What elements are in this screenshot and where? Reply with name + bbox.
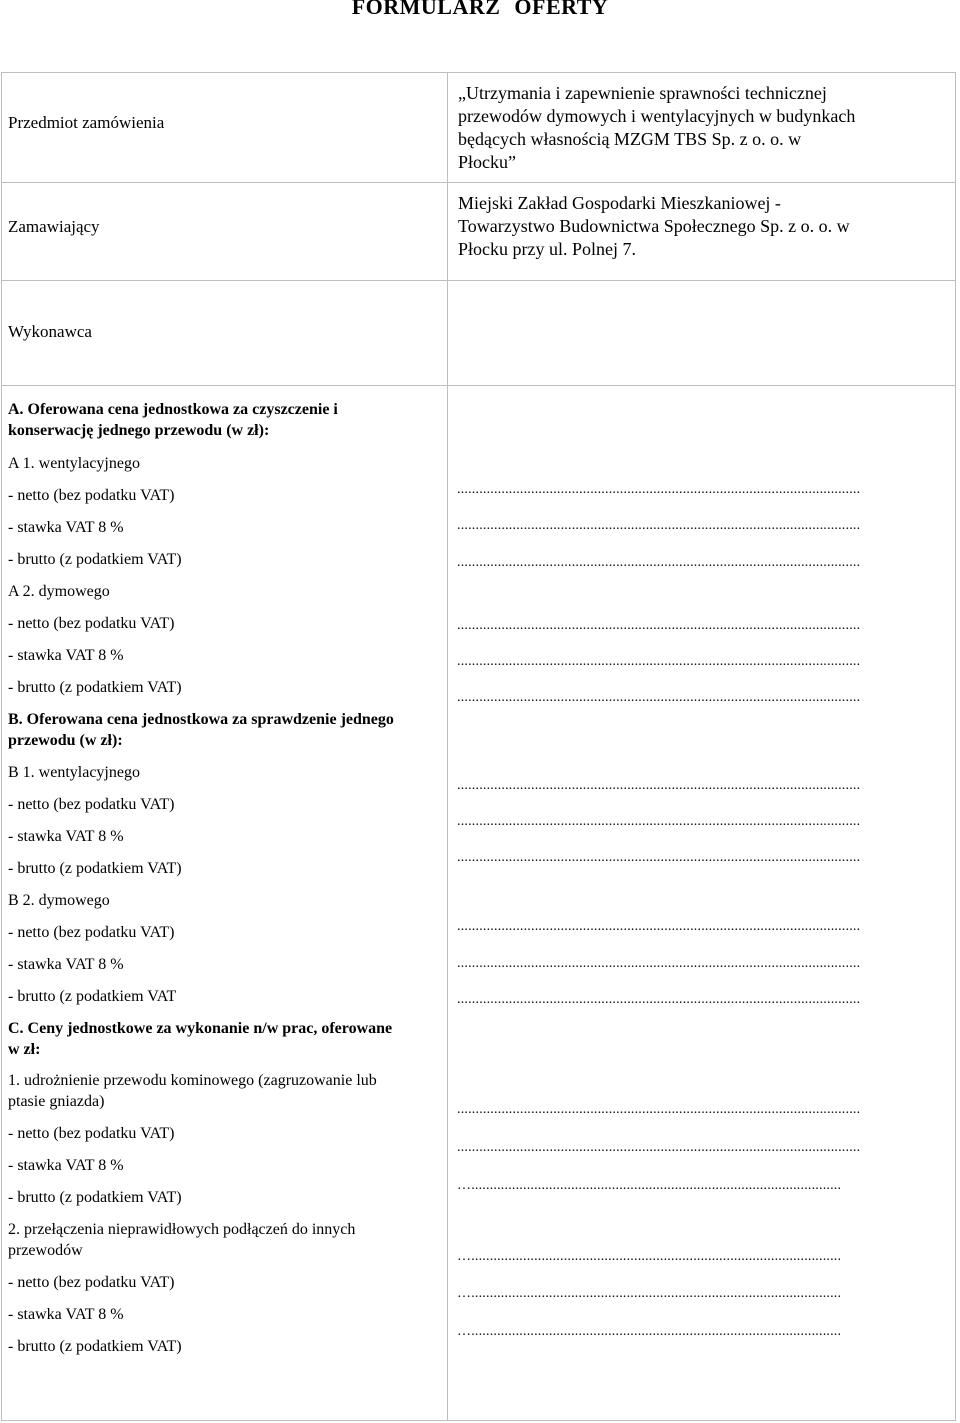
section-b-header: B. Oferowana cena jednostkowa za sprawdzenie jednego <box>8 711 394 728</box>
stawka-label: - stawka VAT 8 % <box>8 647 124 664</box>
zamawiajacy-label: Zamawiający <box>8 217 100 236</box>
c2-netto-field[interactable]: ….................................................................................................... <box>457 1249 842 1264</box>
b1-netto-field[interactable]: ............................................................................................................. <box>457 778 861 793</box>
przedmiot-label: Przedmiot zamówienia <box>8 113 165 132</box>
c1-stawka-field[interactable]: ............................................................................................................. <box>457 1140 861 1155</box>
przedmiot-value: „Utrzymania i zapewnienie sprawności technicznej przewodów dymowych i wentylacyjnych w budynkach będących własnością MZGM TBS Sp. z o. o. w Płocku” <box>458 83 856 172</box>
brutto-label: - brutto (z podatkiem VAT) <box>8 1338 182 1355</box>
c1-label: 1. udrożnienie przewodu kominowego (zagruzowanie lub <box>8 1072 377 1089</box>
netto-label: - netto (bez podatku VAT) <box>8 796 175 813</box>
netto-label: - netto (bez podatku VAT) <box>8 924 175 941</box>
b1-brutto-field[interactable]: ............................................................................................................. <box>457 850 861 865</box>
b1-stawka-field[interactable]: ............................................................................................................. <box>457 814 861 829</box>
stawka-label: - stawka VAT 8 % <box>8 828 124 845</box>
wykonawca-label: Wykonawca <box>8 322 92 341</box>
c2-label: 2. przełączenia nieprawidłowych podłączeń do innych <box>8 1221 356 1238</box>
row-divider <box>1 385 956 386</box>
row-divider <box>1 182 956 183</box>
section-c-header-cont: w zł: <box>8 1041 41 1058</box>
stawka-label: - stawka VAT 8 % <box>8 1157 124 1174</box>
wykonawca-field[interactable] <box>448 281 955 385</box>
form-table <box>1 72 956 1421</box>
b2-netto-field[interactable]: ............................................................................................................. <box>457 919 861 934</box>
a2-brutto-field[interactable]: ............................................................................................................. <box>457 690 861 705</box>
c2-brutto-field[interactable]: ….................................................................................................... <box>457 1324 842 1339</box>
zamawiajacy-value: Miejski Zakład Gospodarki Mieszkaniowej - Towarzystwo Budownictwa Społecznego Sp. z o. o. w Płocku przy ul. Polnej 7. <box>458 193 850 259</box>
b2-brutto-field[interactable]: ............................................................................................................. <box>457 992 861 1007</box>
c2-label-cont: przewodów <box>8 1242 83 1259</box>
a1-label: A 1. wentylacyjnego <box>8 455 140 472</box>
column-divider <box>447 72 448 1421</box>
netto-label: - netto (bez podatku VAT) <box>8 1274 175 1291</box>
section-a-header-cont: konserwację jednego przewodu (w zł): <box>8 422 270 439</box>
b1-label: B 1. wentylacyjnego <box>8 764 140 781</box>
c1-label-cont: ptasie gniazda) <box>8 1093 105 1110</box>
c1-brutto-field[interactable]: ….................................................................................................... <box>457 1178 842 1193</box>
brutto-label: - brutto (z podatkiem VAT <box>8 988 177 1005</box>
c2-stawka-field[interactable]: ….................................................................................................... <box>457 1286 842 1301</box>
netto-label: - netto (bez podatku VAT) <box>8 615 175 632</box>
a1-netto-field[interactable]: ............................................................................................................. <box>457 482 861 497</box>
stawka-label: - stawka VAT 8 % <box>8 519 124 536</box>
a2-stawka-field[interactable]: ............................................................................................................. <box>457 654 861 669</box>
brutto-label: - brutto (z podatkiem VAT) <box>8 551 182 568</box>
netto-label: - netto (bez podatku VAT) <box>8 1125 175 1142</box>
brutto-label: - brutto (z podatkiem VAT) <box>8 860 182 877</box>
b2-stawka-field[interactable]: ............................................................................................................. <box>457 956 861 971</box>
a2-netto-field[interactable]: ............................................................................................................. <box>457 618 861 633</box>
brutto-label: - brutto (z podatkiem VAT) <box>8 679 182 696</box>
section-c-header: C. Ceny jednostkowe za wykonanie n/w prac, oferowane <box>8 1020 393 1037</box>
form-title: FORMULARZ OFERTY <box>351 0 609 19</box>
netto-label: - netto (bez podatku VAT) <box>8 487 175 504</box>
section-a-header: A. Oferowana cena jednostkowa za czyszczenie i <box>8 401 338 418</box>
section-b-header-cont: przewodu (w zł): <box>8 732 123 749</box>
c1-netto-field[interactable]: ............................................................................................................. <box>457 1102 861 1117</box>
stawka-label: - stawka VAT 8 % <box>8 956 124 973</box>
b2-label: B 2. dymowego <box>8 892 110 909</box>
a1-stawka-field[interactable]: ............................................................................................................. <box>457 518 861 533</box>
brutto-label: - brutto (z podatkiem VAT) <box>8 1189 182 1206</box>
stawka-label: - stawka VAT 8 % <box>8 1306 124 1323</box>
a1-brutto-field[interactable]: ............................................................................................................. <box>457 555 861 570</box>
a2-label: A 2. dymowego <box>8 583 110 600</box>
